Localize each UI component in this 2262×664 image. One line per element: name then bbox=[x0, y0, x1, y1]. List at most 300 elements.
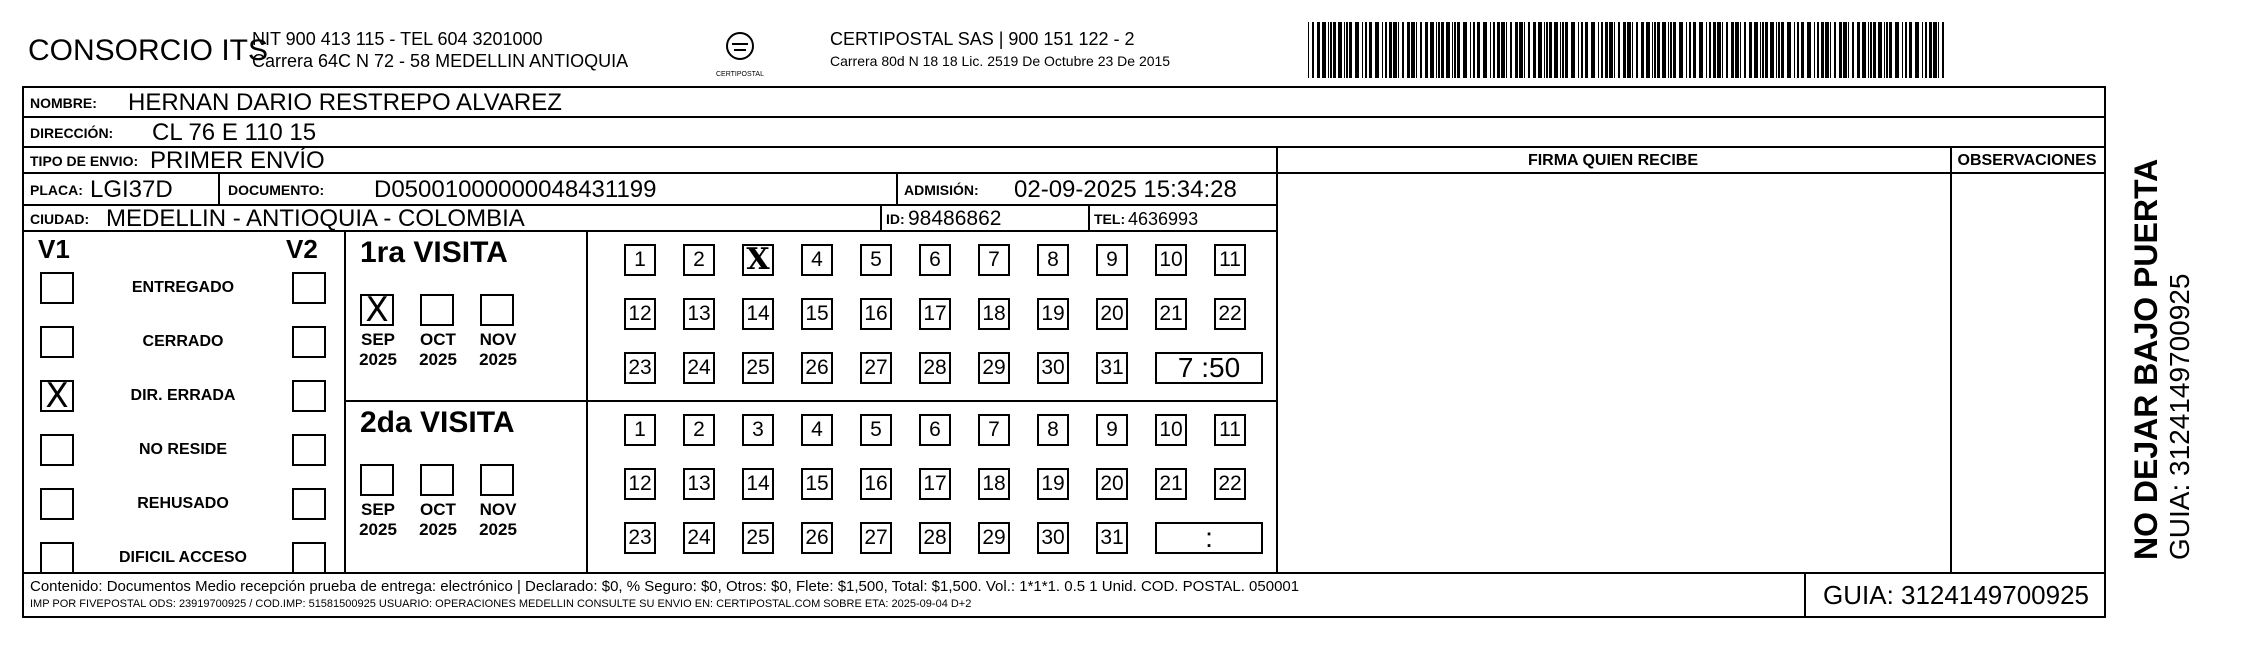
barcode-bar bbox=[1830, 22, 1831, 78]
barcode-bar bbox=[1490, 22, 1491, 78]
barcode-bar bbox=[1895, 22, 1899, 78]
day-box[interactable]: 20 bbox=[1096, 468, 1128, 500]
day-box[interactable]: 1 bbox=[624, 414, 656, 446]
day-box[interactable]: 7 bbox=[978, 244, 1010, 276]
barcode-bar bbox=[1389, 22, 1392, 78]
barcode-bar bbox=[1870, 22, 1872, 78]
barcode-bar bbox=[1886, 22, 1888, 78]
barcode-bar bbox=[1393, 22, 1397, 78]
month-year: 2025 bbox=[479, 350, 517, 369]
barcode-bar bbox=[1760, 22, 1761, 78]
barcode-bar bbox=[1801, 22, 1804, 78]
barcode-bar bbox=[1862, 22, 1866, 78]
barcode-bar bbox=[1884, 22, 1885, 78]
month-name: SEP bbox=[360, 500, 396, 519]
admision-value: 02-09-2025 15:34:28 bbox=[1014, 176, 1237, 203]
day-box[interactable]: 1 bbox=[624, 244, 656, 276]
tipo-row bbox=[24, 148, 1276, 174]
barcode-bar bbox=[1843, 22, 1847, 78]
day-box[interactable]: 17 bbox=[919, 468, 951, 500]
status-section bbox=[24, 232, 344, 572]
direccion-label: DIRECCIÓN: bbox=[30, 125, 114, 141]
barcode-bar bbox=[1765, 22, 1768, 78]
ciudad-value: MEDELLIN - ANTIOQUIA - COLOMBIA bbox=[106, 205, 525, 232]
day-box[interactable]: 25 bbox=[742, 522, 774, 554]
barcode-bar bbox=[1726, 22, 1728, 78]
barcode-bar bbox=[1560, 22, 1561, 78]
barcode-bar bbox=[1821, 22, 1824, 78]
month-year: 2025 bbox=[359, 350, 397, 369]
barcode-bar bbox=[1457, 22, 1460, 78]
barcode-bar bbox=[1407, 22, 1410, 78]
visit-1-section bbox=[346, 232, 1276, 400]
day-box[interactable]: 15 bbox=[801, 468, 833, 500]
barcode-bar bbox=[1454, 22, 1456, 78]
visit-2-section bbox=[346, 402, 1276, 572]
barcode-bar bbox=[1668, 22, 1669, 78]
id-label: ID: bbox=[886, 211, 905, 227]
placa-value: LGI37D bbox=[90, 176, 173, 203]
barcode-bar bbox=[1857, 22, 1860, 78]
barcode-bar bbox=[1416, 22, 1417, 78]
tel-label: TEL: bbox=[1094, 211, 1126, 227]
barcode-bar bbox=[1652, 22, 1653, 78]
certipostal-logo bbox=[712, 30, 768, 82]
day-box[interactable]: 29 bbox=[978, 522, 1010, 554]
barcode bbox=[1308, 22, 1948, 78]
day-box[interactable]: 13 bbox=[683, 468, 715, 500]
barcode-bar bbox=[1524, 22, 1525, 78]
barcode-bar bbox=[1398, 22, 1399, 78]
direccion-value: CL 76 E 110 15 bbox=[152, 119, 317, 146]
barcode-bar bbox=[1470, 22, 1471, 78]
barcode-bar bbox=[1598, 22, 1599, 78]
barcode-bar bbox=[1317, 22, 1320, 78]
barcode-bar bbox=[1735, 22, 1739, 78]
barcode-bar bbox=[1641, 22, 1644, 78]
status-label: REHUSADO bbox=[137, 495, 229, 512]
logo-text: CERTIPOSTAL bbox=[716, 71, 764, 78]
month-label bbox=[348, 330, 408, 370]
certipostal-address: Carrera 80d N 18 18 Lic. 2519 De Octubre 23 De 2015 bbox=[830, 53, 1171, 69]
barcode-bar bbox=[1673, 22, 1676, 78]
barcode-bar bbox=[1623, 22, 1626, 78]
v2-checkbox[interactable] bbox=[292, 542, 326, 574]
barcode-bar bbox=[1657, 22, 1660, 78]
visit-title: 1ra VISITA bbox=[360, 236, 508, 269]
barcode-bar bbox=[1330, 22, 1332, 78]
barcode-bar bbox=[1770, 22, 1774, 78]
day-box[interactable]: 24 bbox=[683, 352, 715, 384]
company-info bbox=[252, 28, 628, 72]
barcode-bar bbox=[1510, 22, 1512, 78]
barcode-bar bbox=[1605, 22, 1608, 78]
day-box[interactable]: 12 bbox=[624, 468, 656, 500]
nombre-label: NOMBRE: bbox=[30, 95, 97, 111]
barcode-bar bbox=[1915, 22, 1919, 78]
barcode-bar bbox=[1452, 22, 1453, 78]
id-value: 98486862 bbox=[908, 207, 1002, 230]
barcode-bar bbox=[1362, 22, 1363, 78]
v2-checkbox[interactable] bbox=[292, 272, 326, 304]
barcode-bar bbox=[1749, 22, 1752, 78]
v1-checkbox[interactable] bbox=[40, 542, 74, 574]
day-box[interactable]: 14 bbox=[742, 298, 774, 330]
barcode-bar bbox=[1873, 22, 1876, 78]
barcode-bar bbox=[1754, 22, 1758, 78]
barcode-bar bbox=[1878, 22, 1882, 78]
day-box[interactable]: X bbox=[742, 244, 774, 276]
barcode-bar bbox=[1938, 22, 1939, 78]
day-box[interactable]: 18 bbox=[978, 468, 1010, 500]
barcode-bar bbox=[1794, 22, 1795, 78]
barcode-bar bbox=[1740, 22, 1741, 78]
barcode-bar bbox=[1614, 22, 1615, 78]
day-box[interactable]: 8 bbox=[1037, 414, 1069, 446]
barcode-bar bbox=[1825, 22, 1829, 78]
barcode-bar bbox=[1483, 22, 1487, 78]
day-box[interactable]: 20 bbox=[1096, 298, 1128, 330]
day-box[interactable]: 6 bbox=[919, 414, 951, 446]
v2-checkbox[interactable] bbox=[292, 488, 326, 520]
observaciones-label: OBSERVACIONES bbox=[1957, 152, 2097, 169]
barcode-bar bbox=[1848, 22, 1849, 78]
barcode-bar bbox=[1942, 22, 1944, 78]
barcode-bar bbox=[1425, 22, 1428, 78]
v2-label: V2 bbox=[286, 234, 318, 264]
tel-value: 4636993 bbox=[1128, 209, 1199, 229]
day-box[interactable]: 28 bbox=[919, 522, 951, 554]
day-box[interactable]: 22 bbox=[1214, 298, 1246, 330]
day-box[interactable]: 23 bbox=[624, 522, 656, 554]
barcode-bar bbox=[1834, 22, 1836, 78]
barcode-bar bbox=[1441, 22, 1444, 78]
tipo-value: PRIMER ENVÍO bbox=[150, 147, 325, 174]
barcode-bar bbox=[1549, 22, 1552, 78]
month-label bbox=[468, 330, 528, 370]
barcode-bar bbox=[1902, 22, 1903, 78]
v1-checkbox[interactable]: X bbox=[40, 380, 74, 412]
day-box[interactable]: 31 bbox=[1096, 522, 1128, 554]
barcode-bar bbox=[1369, 22, 1372, 78]
day-box[interactable]: 3 bbox=[742, 414, 774, 446]
month-name: NOV bbox=[479, 330, 517, 349]
day-box[interactable]: 19 bbox=[1037, 468, 1069, 500]
barcode-bar bbox=[1402, 22, 1404, 78]
day-box[interactable]: 18 bbox=[978, 298, 1010, 330]
footer-guia: GUIA: 3124149700925 bbox=[1823, 580, 2089, 610]
month-checkbox[interactable] bbox=[360, 464, 394, 496]
day-box[interactable]: 24 bbox=[683, 522, 715, 554]
time-box[interactable]: 7 :50 bbox=[1155, 352, 1263, 384]
day-box[interactable]: 5 bbox=[860, 414, 892, 446]
barcode-bar bbox=[1762, 22, 1764, 78]
month-year: 2025 bbox=[359, 520, 397, 539]
day-box[interactable]: 26 bbox=[801, 522, 833, 554]
barcode-bar bbox=[1905, 22, 1907, 78]
side-notice bbox=[2128, 159, 2196, 560]
month-year: 2025 bbox=[419, 350, 457, 369]
month-name: NOV bbox=[479, 500, 517, 519]
certipostal-nit: CERTIPOSTAL SAS | 900 151 122 - 2 bbox=[830, 29, 1135, 49]
side-guia: GUIA: 3124149700925 bbox=[2164, 273, 2195, 560]
barcode-bar bbox=[1744, 22, 1746, 78]
day-box[interactable]: 30 bbox=[1037, 522, 1069, 554]
barcode-bar bbox=[1679, 22, 1683, 78]
month-name: SEP bbox=[360, 330, 396, 349]
day-box[interactable]: 6 bbox=[919, 244, 951, 276]
day-box[interactable]: 7 bbox=[978, 414, 1010, 446]
barcode-bar bbox=[1778, 22, 1780, 78]
day-box[interactable]: 9 bbox=[1096, 414, 1128, 446]
barcode-bar bbox=[1506, 22, 1507, 78]
barcode-bar bbox=[1646, 22, 1650, 78]
barcode-bar bbox=[1554, 22, 1558, 78]
barcode-bar bbox=[1493, 22, 1495, 78]
month-checkbox[interactable] bbox=[420, 294, 454, 326]
day-box[interactable]: 12 bbox=[624, 298, 656, 330]
barcode-bar bbox=[1662, 22, 1666, 78]
barcode-bar bbox=[1722, 22, 1723, 78]
documento-value: D05001000000048431199 bbox=[374, 176, 657, 203]
barcode-bar bbox=[1411, 22, 1415, 78]
documento-label: DOCUMENTO: bbox=[228, 182, 325, 198]
barcode-bar bbox=[1817, 22, 1819, 78]
barcode-bar bbox=[1533, 22, 1536, 78]
v2-checkbox[interactable] bbox=[292, 380, 326, 412]
day-box[interactable]: 16 bbox=[860, 298, 892, 330]
day-box[interactable]: 21 bbox=[1155, 468, 1187, 500]
month-checkbox[interactable] bbox=[480, 464, 514, 496]
barcode-bar bbox=[1333, 22, 1336, 78]
day-box[interactable]: 9 bbox=[1096, 244, 1128, 276]
v1-checkbox[interactable] bbox=[40, 488, 74, 520]
v2-checkbox[interactable] bbox=[292, 326, 326, 358]
barcode-bar bbox=[1385, 22, 1387, 78]
month-checkbox[interactable] bbox=[420, 464, 454, 496]
barcode-bar bbox=[1477, 22, 1480, 78]
barcode-bar bbox=[1713, 22, 1716, 78]
barcode-bar bbox=[1670, 22, 1672, 78]
month-checkbox[interactable]: X bbox=[360, 294, 394, 326]
month-name: OCT bbox=[420, 500, 456, 519]
barcode-bar bbox=[1654, 22, 1656, 78]
barcode-bar bbox=[1868, 22, 1869, 78]
barcode-bar bbox=[1706, 22, 1707, 78]
barcode-bar bbox=[1463, 22, 1467, 78]
company-address: Carrera 64C N 72 - 58 MEDELLIN ANTIOQUIA bbox=[252, 51, 629, 71]
nombre-row bbox=[24, 88, 2104, 118]
day-box[interactable]: 11 bbox=[1214, 244, 1246, 276]
day-box[interactable]: 5 bbox=[860, 244, 892, 276]
barcode-bar bbox=[1365, 22, 1367, 78]
month-label bbox=[348, 500, 408, 540]
barcode-bar bbox=[1839, 22, 1842, 78]
day-box[interactable]: 11 bbox=[1214, 414, 1246, 446]
barcode-bar bbox=[1355, 22, 1359, 78]
barcode-bar bbox=[1609, 22, 1613, 78]
day-box[interactable]: 15 bbox=[801, 298, 833, 330]
barcode-bar bbox=[1438, 22, 1440, 78]
day-box[interactable]: 26 bbox=[801, 352, 833, 384]
barcode-bar bbox=[1546, 22, 1548, 78]
placa-label: PLACA: bbox=[30, 182, 83, 198]
v1-checkbox[interactable] bbox=[40, 326, 74, 358]
status-label: DIR. ERRADA bbox=[130, 387, 236, 404]
barcode-bar bbox=[1807, 22, 1811, 78]
barcode-bar bbox=[1581, 22, 1583, 78]
barcode-bar bbox=[1538, 22, 1542, 78]
barcode-bar bbox=[1585, 22, 1588, 78]
barcode-bar bbox=[1312, 22, 1314, 78]
barcode-bar bbox=[1627, 22, 1631, 78]
barcode-bar bbox=[1528, 22, 1530, 78]
day-box[interactable]: 25 bbox=[742, 352, 774, 384]
day-box[interactable]: 29 bbox=[978, 352, 1010, 384]
time-box[interactable]: : bbox=[1155, 522, 1263, 554]
status-label: NO RESIDE bbox=[138, 441, 227, 458]
visit-title: 2da VISITA bbox=[360, 406, 515, 439]
ciudad-label: CIUDAD: bbox=[30, 211, 90, 227]
barcode-bar bbox=[1717, 22, 1721, 78]
barcode-bar bbox=[1565, 22, 1568, 78]
day-box[interactable]: 4 bbox=[801, 414, 833, 446]
day-box[interactable]: 31 bbox=[1096, 352, 1128, 384]
v1-label: V1 bbox=[38, 234, 70, 264]
barcode-bar bbox=[1699, 22, 1703, 78]
v1-checkbox[interactable] bbox=[40, 272, 74, 304]
day-box[interactable]: 27 bbox=[860, 522, 892, 554]
logo-icon bbox=[712, 30, 768, 66]
barcode-bar bbox=[1776, 22, 1777, 78]
barcode-bar bbox=[1562, 22, 1564, 78]
barcode-bar bbox=[1308, 22, 1309, 78]
certipostal-info bbox=[830, 28, 1170, 72]
barcode-bar bbox=[1632, 22, 1633, 78]
barcode-bar bbox=[1909, 22, 1912, 78]
barcode-bar bbox=[1781, 22, 1784, 78]
nombre-value: HERNAN DARIO RESTREPO ALVAREZ bbox=[128, 89, 562, 116]
barcode-bar bbox=[1571, 22, 1575, 78]
day-box[interactable]: 21 bbox=[1155, 298, 1187, 330]
barcode-bar bbox=[1797, 22, 1799, 78]
barcode-bar bbox=[1515, 22, 1518, 78]
day-box[interactable]: 2 bbox=[683, 244, 715, 276]
day-box[interactable]: 10 bbox=[1155, 244, 1187, 276]
barcode-bar bbox=[1446, 22, 1450, 78]
status-label: CERRADO bbox=[142, 333, 224, 350]
barcode-bar bbox=[1501, 22, 1505, 78]
barcode-bar bbox=[1889, 22, 1892, 78]
day-box[interactable]: 19 bbox=[1037, 298, 1069, 330]
placa-row bbox=[24, 174, 1276, 206]
barcode-bar bbox=[1693, 22, 1696, 78]
barcode-bar bbox=[1925, 22, 1927, 78]
day-box[interactable]: 28 bbox=[919, 352, 951, 384]
day-box[interactable]: 22 bbox=[1214, 468, 1246, 500]
status-label: ENTREGADO bbox=[131, 279, 235, 296]
day-box[interactable]: 2 bbox=[683, 414, 715, 446]
admision-label: ADMISIÓN: bbox=[904, 182, 979, 198]
footer-imp: IMP POR FIVEPOSTAL ODS: 23919700925 / COD.IMP: 51581500925 USUARIO: OPERACIONES MEDELLIN CONSULTE SU ENVIO EN: CERTIPOSTAL.COM SOBRE ETA: 2025-09-04 D+2 bbox=[30, 598, 972, 610]
barcode-bar bbox=[1709, 22, 1711, 78]
barcode-bar bbox=[1591, 22, 1595, 78]
guide-form bbox=[22, 86, 2106, 618]
side-title: NO DEJAR BAJO PUERTA bbox=[2128, 158, 2164, 560]
barcode-bar bbox=[1430, 22, 1434, 78]
tipo-label: TIPO DE ENVIO: bbox=[30, 153, 139, 169]
barcode-bar bbox=[1814, 22, 1815, 78]
day-box[interactable]: 16 bbox=[860, 468, 892, 500]
day-box[interactable]: 17 bbox=[919, 298, 951, 330]
day-box[interactable]: 8 bbox=[1037, 244, 1069, 276]
v1-checkbox[interactable] bbox=[40, 434, 74, 466]
footer-content: Contenido: Documentos Medio recepción prueba de entrega: electrónico | Declarado: $0, % Seguro: $0, Otros: $0, Flete: $1,500, Total: $1,500. Vol.: 1*1*1. 0.5 1 Unid. COD. POSTAL. 050001 bbox=[30, 578, 1300, 595]
day-box[interactable]: 13 bbox=[683, 298, 715, 330]
barcode-bar bbox=[1346, 22, 1348, 78]
barcode-bar bbox=[1929, 22, 1932, 78]
barcode-bar bbox=[1436, 22, 1437, 78]
barcode-bar bbox=[1544, 22, 1545, 78]
barcode-bar bbox=[1731, 22, 1734, 78]
barcode-bar bbox=[1473, 22, 1475, 78]
firma-area[interactable] bbox=[1278, 174, 1948, 570]
day-box[interactable]: 4 bbox=[801, 244, 833, 276]
direccion-row bbox=[24, 118, 2104, 148]
company-name: CONSORCIO ITS bbox=[28, 34, 269, 67]
barcode-bar bbox=[1338, 22, 1342, 78]
month-label bbox=[408, 500, 468, 540]
day-box[interactable]: 14 bbox=[742, 468, 774, 500]
day-box[interactable]: 30 bbox=[1037, 352, 1069, 384]
barcode-bar bbox=[1578, 22, 1579, 78]
day-box[interactable]: 27 bbox=[860, 352, 892, 384]
barcode-bar bbox=[1349, 22, 1352, 78]
month-year: 2025 bbox=[479, 520, 517, 539]
barcode-bar bbox=[1601, 22, 1603, 78]
day-box[interactable]: 10 bbox=[1155, 414, 1187, 446]
ciudad-row bbox=[24, 206, 1276, 232]
month-label bbox=[408, 330, 468, 370]
status-label: DIFICIL ACCESO bbox=[118, 549, 247, 566]
barcode-bar bbox=[1420, 22, 1422, 78]
barcode-bar bbox=[1375, 22, 1379, 78]
barcode-bar bbox=[1852, 22, 1854, 78]
barcode-bar bbox=[1519, 22, 1523, 78]
month-label bbox=[468, 500, 528, 540]
barcode-bar bbox=[1787, 22, 1791, 78]
firma-label: FIRMA QUIEN RECIBE bbox=[1527, 152, 1699, 169]
day-box[interactable]: 23 bbox=[624, 352, 656, 384]
month-year: 2025 bbox=[419, 520, 457, 539]
barcode-bar bbox=[1689, 22, 1691, 78]
barcode-bar bbox=[1382, 22, 1383, 78]
barcode-bar bbox=[1618, 22, 1620, 78]
barcode-bar bbox=[1686, 22, 1687, 78]
barcode-bar bbox=[1636, 22, 1638, 78]
barcode-bar bbox=[1328, 22, 1329, 78]
company-nit: NIT 900 413 115 - TEL 604 3201000 bbox=[252, 29, 543, 49]
month-checkbox[interactable] bbox=[480, 294, 514, 326]
barcode-bar bbox=[1922, 22, 1923, 78]
barcode-bar bbox=[1497, 22, 1500, 78]
month-name: OCT bbox=[420, 330, 456, 349]
barcode-bar bbox=[1344, 22, 1345, 78]
barcode-bar bbox=[1322, 22, 1326, 78]
barcode-bar bbox=[1933, 22, 1937, 78]
observaciones-area[interactable] bbox=[1952, 174, 2102, 570]
v2-checkbox[interactable] bbox=[292, 434, 326, 466]
